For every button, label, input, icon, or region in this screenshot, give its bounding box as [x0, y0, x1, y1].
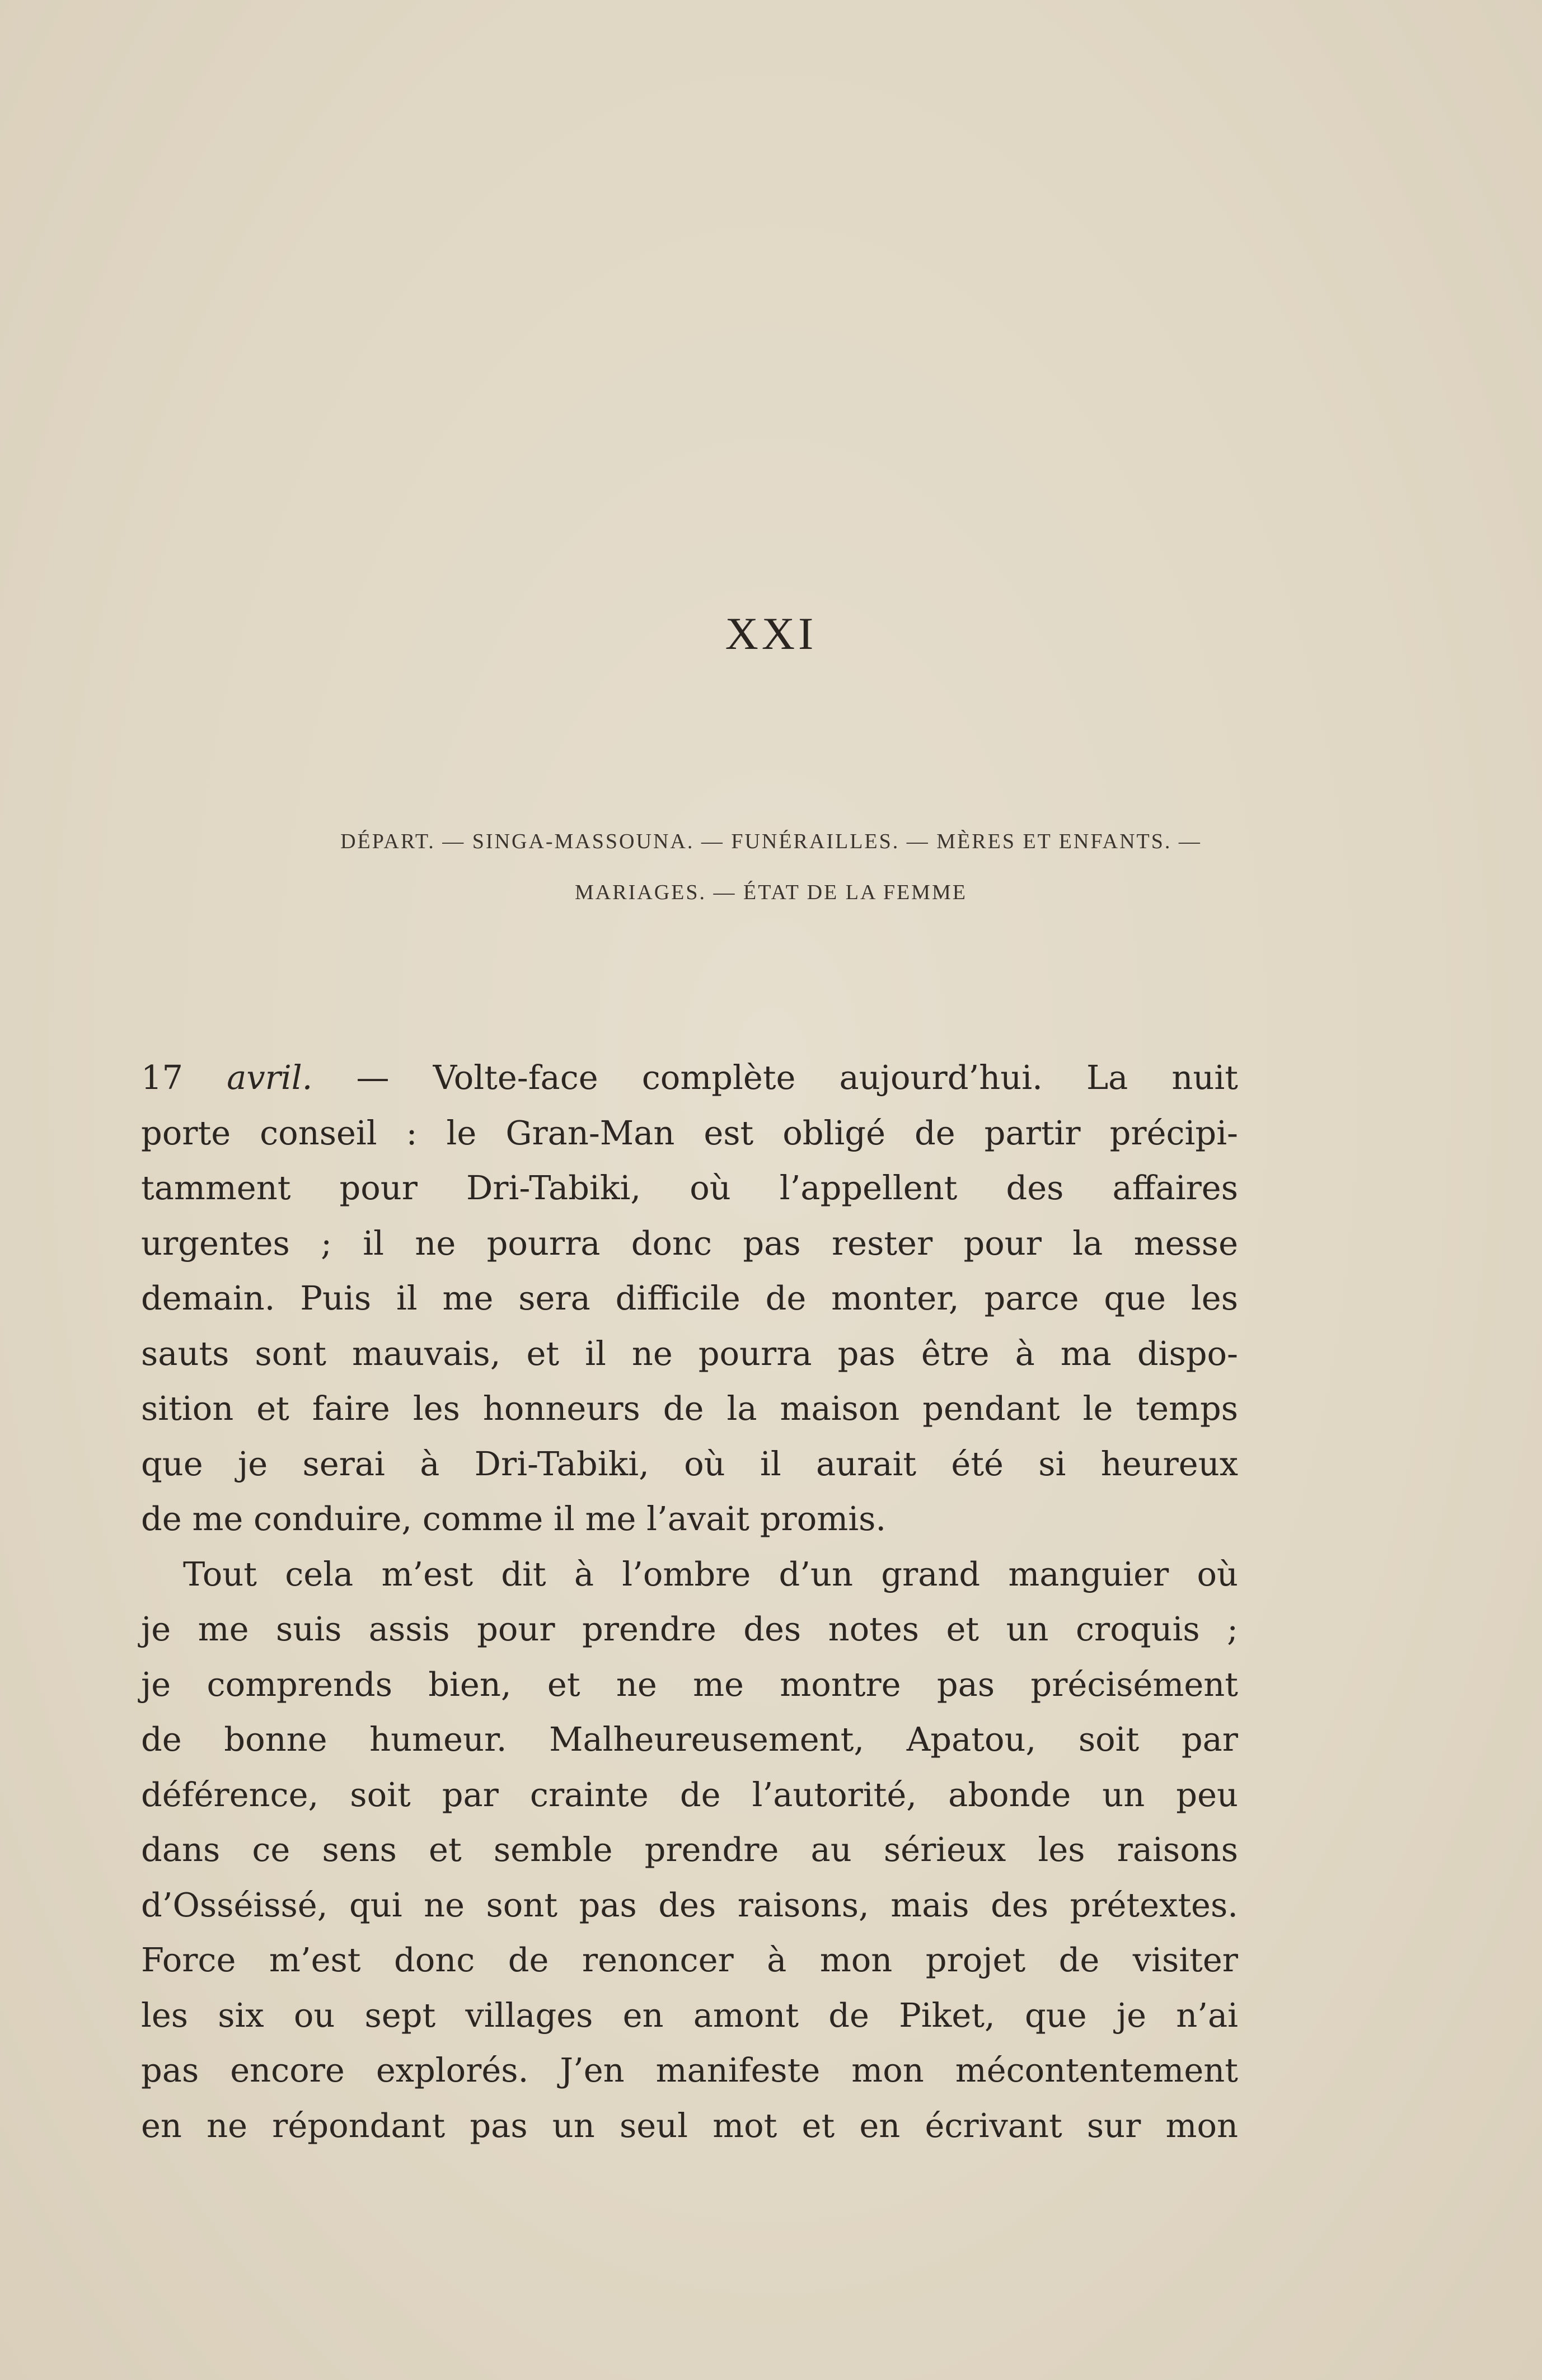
text-line: [141, 1050, 1238, 1106]
text-line: dans ce sens et semble prendre au sérieux les raisons: [141, 1830, 1238, 1869]
date-day: 17: [141, 1058, 184, 1097]
text-line: de me conduire, comme il me l’avait promis.: [141, 1499, 887, 1538]
summary-line: DÉPART. — SINGA-MASSOUNA. — FUNÉRAILLES. — MÈRES ET ENFANTS. —: [340, 830, 1202, 853]
text-line: urgentes ; il ne pourra donc pas rester pour la messe: [141, 1223, 1238, 1263]
text-line: sauts sont mauvais, et il ne pourra pas être à ma dispo-: [141, 1334, 1238, 1373]
text-line: demain. Puis il me sera difficile de monter, parce que les: [141, 1279, 1238, 1317]
chapter-summary: [134, 816, 1408, 918]
text-line: les six ou sept villages en amont de Piket, que je n’ai: [141, 1995, 1238, 2035]
text-line: que je serai à Dri-Tabiki, où il aurait été si heureux: [141, 1444, 1238, 1483]
chapter-number: XXI: [725, 608, 817, 659]
text-line: déférence, soit par crainte de l’autorité, abonde un peu: [141, 1775, 1238, 1814]
text-line: de bonne humeur. Malheureusement, Apatou, soit par: [141, 1720, 1238, 1759]
text-line: je comprends bien, et ne me montre pas précisément: [141, 1664, 1238, 1704]
body-text: [141, 1050, 1238, 2153]
text-line-content: — Volte-face complète aujourd’hui. La nuit: [312, 1058, 1238, 1097]
text-line: Force m’est donc de renoncer à mon projet de visiter: [141, 1941, 1238, 1979]
text-line: porte conseil : le Gran-Man est obligé de partir précipi-: [141, 1113, 1238, 1152]
text-line: pas encore explorés. J’en manifeste mon mécontentement: [141, 2051, 1238, 2089]
text-line: je me suis assis pour prendre des notes et un croquis ;: [141, 1610, 1238, 1648]
date-month: avril.: [227, 1058, 313, 1097]
text-line: tamment pour Dri-Tabiki, où l’appellent des affaires: [141, 1168, 1238, 1207]
text-line: en ne répondant pas un seul mot et en écrivant sur mon: [141, 2106, 1238, 2145]
text-line: sition et faire les honneurs de la maison pendant le temps: [141, 1389, 1238, 1428]
summary-line: MARIAGES. — ÉTAT DE LA FEMME: [575, 881, 967, 904]
text-line: d’Osséissé, qui ne sont pas des raisons, mais des prétextes.: [141, 1885, 1238, 1924]
text-line: Tout cela m’est dit à l’ombre d’un grand manguier où: [183, 1554, 1238, 1593]
